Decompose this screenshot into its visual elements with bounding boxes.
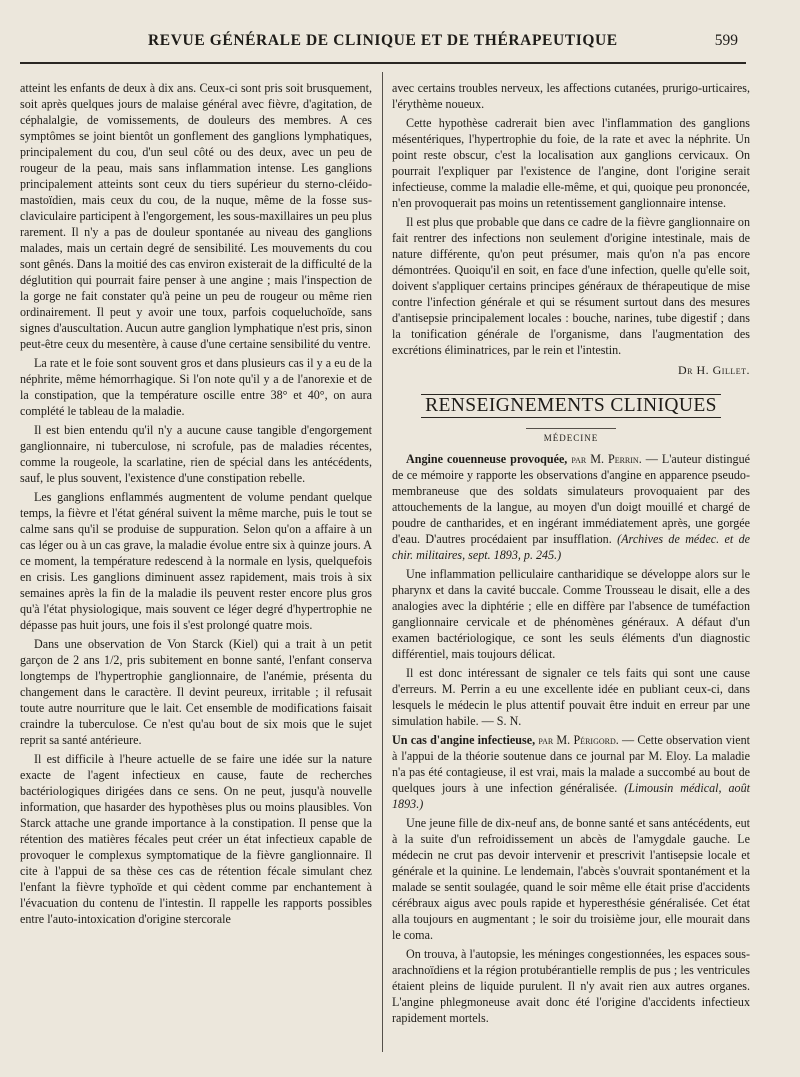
entry-body: — L'auteur distingué de ce mémoire y rapporte les observations d'angine en apparence pseudo-membraneuse que des soldats simulateurs provoquaient par des attouchements de la langue, au moyen d'un doigt mouillé et chargé de poudre de cantharides, et en ingérant immédiatement après, une gorgée d'eau. D'autres procédaient par insufflation. xyxy=(392,452,750,546)
paragraph: La rate et le foie sont souvent gros et dans plusieurs cas il y a eu de la néphrite, même hémorrhagique. Si l'on note qu'il y a de l'anorexie et de la constipation, que la température oscille entre 38° et 40°, on aura complété le tableau de la maladie. xyxy=(20,356,372,418)
entry-author: par M. Perrin. xyxy=(571,452,642,466)
subsection-label: MÉDECINE xyxy=(526,428,617,446)
paragraph: Il est donc intéressant de signaler ce tels faits qui sont une cause d'erreurs. M. Perrin a eu une excellente idée en publiant ceux-ci, dans lesquels le médecin le plus attentif pouvait être induit en erreur par une simulation habile. — S. N. xyxy=(392,666,750,728)
entry-title: Un cas d'angine infectieuse, xyxy=(392,733,536,747)
paragraph: avec certains troubles nerveux, les affections cutanées, prurigo-urticaires, l'érythème noueux. xyxy=(392,81,750,111)
entry-body: — Cette observation vient à l'appui de la théorie soutenue dans ce journal par M. Eloy. La maladie n'a pas été contagieuse, il est vrai, mais la malade a succombé au bout de quelques jours à une infection généralisée. xyxy=(392,733,750,795)
paragraph: Cette hypothèse cadrerait bien avec l'inflammation des ganglions mésentériques, l'hypertrophie du foie, de la rate et avec la néphrite. Un point reste obscur, c'est la localisation aux ganglions cervicaux. On pourrait l'expliquer par l'existence de l'angine, dont l'origine serait infectieuse, comme la maladie elle-même, et qui, quoique peu prononcée, n'en provoquerait pas moins un retentissement ganglionnaire intense. xyxy=(392,116,750,210)
right-column xyxy=(392,80,750,1029)
paragraph: Il est bien entendu qu'il n'y a aucune cause tangible d'engorgement ganglionnaire, ni tuberculose, ni scrofule, pas de maladies récentes, comme la rougeole, la scarlatine, rien de spécial dans les antécédents, sauf, le plus souvent, l'existence d'une constipation rebelle. xyxy=(20,423,372,485)
author-signature: Dr H. Gillet. xyxy=(677,363,750,377)
paragraph: Il est difficile à l'heure actuelle de se faire une idée sur la nature exacte de l'agent infectieux en cause, faute de recherches bactériologiques dirigées dans ce sens. On ne peut, jusqu'à nouvelle information, que hasarder des hypothèses plus ou moins plausibles. Von Starck attache une grande importance à la constipation. Il pense que la rétention des matières fécales peut créer un état infectieux capable de provoquer le complexus symptomatique de la fièvre ganglionnaire. Il cite à l'appui de sa thèse ces cas de rétention fécale simulant chez l'enfant la fièvre typhoïde et qui cèdent comme par enchantement à l'évacuation du contenu de l'intestin. Il rappelle les rapports possibles entre l'auto-intoxication d'origine stercorale xyxy=(20,752,372,926)
running-title: REVUE GÉNÉRALE DE CLINIQUE ET DE THÉRAPEUTIQUE xyxy=(148,32,618,49)
subsection-heading xyxy=(392,428,750,446)
paragraph: Une jeune fille de dix-neuf ans, de bonne santé et sans antécédents, eut à la suite d'un refroidissement un abcès de l'amygdale gauche. Le médecin ne crut pas devoir intervenir et prescrivit l'antisepsie locale et générale et la quinine. Le lendemain, l'abcès s'ouvrait spontanément et la malade se sentit soulagée, quand le soir même elle était prise d'accidents cérébraux aigus avec pouls rapide et hyperesthésie généralisée. Cet état alla toujours en augmentant ; le soir du troisième jour, elle mourait dans le coma. xyxy=(392,816,750,942)
header-rule xyxy=(20,62,746,64)
section-heading-wrap xyxy=(392,394,750,418)
entry-author: par M. Périgord. xyxy=(538,733,619,747)
paragraph: Une inflammation pelliculaire cantharidique se développe alors sur le pharynx et dans la cavité buccale. Comme Trousseau le disait, elle a des analogies avec la diphtérie ; elle en diffère par l'absence de tuméfaction ganglionnaire cervicale et de phénomènes généraux. A défaut d'un examen bactériologique, ce sont les seuls éléments d'un diagnostic différentiel, mais toujours délicat. xyxy=(392,567,750,661)
entry-title: Angine couenneuse provoquée, xyxy=(406,452,568,466)
paragraph: On trouva, à l'autopsie, les méninges congestionnées, les espaces sous-arachnoïdiens et la région protubérantielle remplis de pus ; les ventricules étaient pleins de liquide purulent. Il n'y avait rien aux autres organes. L'angine phlegmoneuse avait donc été l'origine d'accidents infectieux rapidement mortels. xyxy=(392,947,750,1025)
entry-source: (Archives de médec. et de chir. militaires, sept. 1893, p. 245.) xyxy=(392,532,751,562)
column-divider xyxy=(382,72,383,1052)
entry-source: (Limousin médical, août 1893.) xyxy=(392,781,750,811)
paragraph: Dans une observation de Von Starck (Kiel) qui a trait à un petit garçon de 2 ans 1/2, pris subitement en bonne santé, l'enfant conserva longtemps de l'hypertrophie ganglionnaire, de l'anémie, présenta du changement dans le caractère. Il devint peureux, irritable ; il refusait toute autre nourriture que le lait. Cet ensemble de modifications faisait craindre la tuberculose. Ce n'est qu'au bout de six mois que le sujet reprit sa santé antérieure. xyxy=(20,637,372,747)
section-title: RENSEIGNEMENTS CLINIQUES xyxy=(421,394,721,418)
paragraph: Il est plus que probable que dans ce cadre de la fièvre ganglionnaire on fait rentrer des infections non seulement d'origine intestinale, mais de nature différente, qu'on peut présumer, mais qu'on n'a pas encore démontrées. Quoiqu'il en soit, en face d'une infection, quelle qu'elle soit, doivent s'appliquer certains principes généraux de thérapeutique de mise contre l'infection générale et qui se résument surtout dans des mesures d'antisepsie principalement locales : bouche, narines, tube digestif ; dans la tonification générale de l'organisme, dans l'augmentation des excrétions éliminatrices, par le rein et l'intestin. xyxy=(392,215,750,357)
paragraph: atteint les enfants de deux à dix ans. Ceux-ci sont pris soit brusquement, soit après quelques jours de malaise général avec fièvre, d'agitation, de céphalalgie, de vomissements, de douleurs des membres. A ces symptômes se joint bientôt un gonflement des ganglions lymphatiques, principalement du cou, d'un seul côté ou des deux, avec un peu de rougeur de la peau, mais sans inflammation intense. Les ganglions principalement atteints sont ceux du tiers supérieur du sterno-cléido-mastoïdien, mais ceux du cou, de la nuque, même de la fosse sus-claviculaire participent à l'engorgement, les sous-maxillaires un peu plus rarement. Il n'y a pas de douleur spontanée au niveau des ganglions malades, mais un certain degré de sensibilité. Les mouvements du cou sont gênés. Dans la moitié des cas environ existerait de la difficulté de la déglutition qui pourrait faire penser à une angine ; mais l'inspection de la gorge ne fait constater qu'à peine un peu de rougeur ou même rien ordinairement. Il peut y avoir une toux, parfois coqueluchoïde, sans signes d'auscultation. Aucun autre ganglion lymphatique n'est pris, sinon peut-être ceux du mesentère, à cause d'une certaine sensibilité du ventre. xyxy=(20,81,372,351)
paragraph: Les ganglions enflammés augmentent de volume pendant quelque temps, la fièvre et l'état général suivent la même marche, puis le tout se calme sans qu'il se produise de suppuration. Selon qu'on a affaire à un cas léger ou à un cas grave, la maladie évolue entre six à quinze jours. A ce moment, la température redescend à la normale en lysis, quelquefois en crisis. Les ganglions diminuent assez rapidement, mais trois à six semaines après la fin de la maladie ils peuvent rester encore plus gros qu'à l'état physiologique, mais souvent ce léger degré d'hypertrophie ne dépasse pas huit jours, une fois il s'est prolongé quatre mois. xyxy=(20,490,372,632)
entry xyxy=(392,451,750,563)
page-header xyxy=(20,28,738,54)
left-column xyxy=(20,80,372,930)
page-number: 599 xyxy=(714,32,738,49)
entry xyxy=(392,732,750,812)
